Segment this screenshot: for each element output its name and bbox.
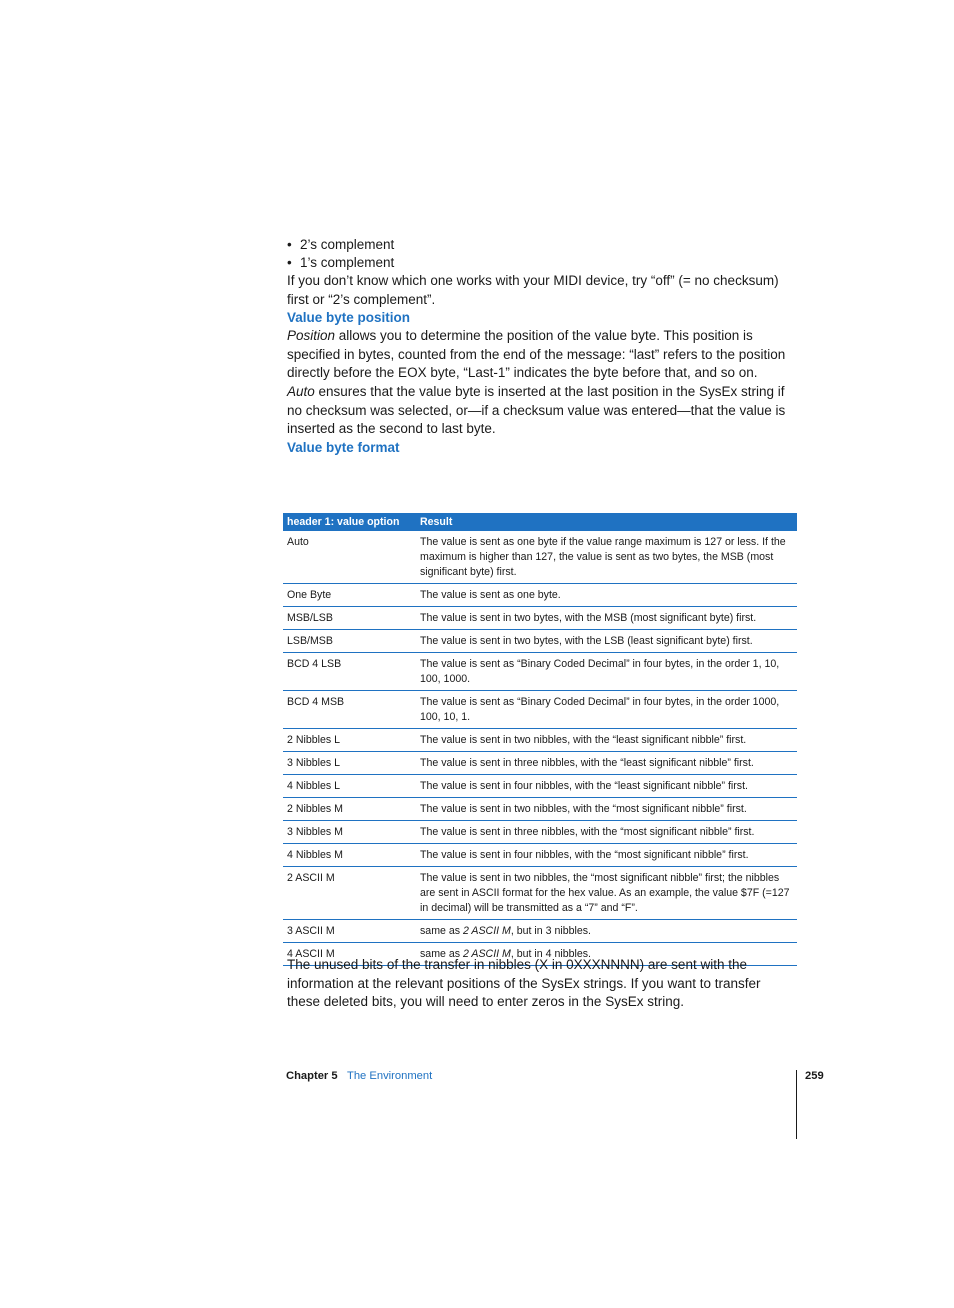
- table-header-option: header 1: value option: [283, 513, 415, 531]
- table-cell-option: LSB/MSB: [283, 630, 415, 653]
- table-row: [283, 653, 797, 691]
- table-cell-result: The value is sent as one byte.: [415, 584, 797, 607]
- value-format-table: [283, 513, 797, 966]
- result-text: same as: [420, 948, 463, 960]
- table-row: [283, 630, 797, 653]
- table-cell-result: The value is sent in two nibbles, the “most significant nibble” first; the nibbles are sent in ASCII format for the hex value. As an example, the value $7F (=127 in decimal) will be transmitted as a “7” and “F”.: [415, 867, 797, 920]
- footer-chapter-label: Chapter 5: [286, 1070, 338, 1082]
- table-row: [283, 584, 797, 607]
- table-cell-option: 3 Nibbles L: [283, 752, 415, 775]
- table-cell-result: The value is sent in two nibbles, with the “least significant nibble” first.: [415, 729, 797, 752]
- table-cell-result: [415, 920, 797, 943]
- table-cell-result: The value is sent in three nibbles, with the “most significant nibble” first.: [415, 821, 797, 844]
- table-cell-result: The value is sent as one byte if the value range maximum is 127 or less. If the maximum is higher than 127, the value is sent as two bytes, the MSB (most significant byte) first.: [415, 531, 797, 584]
- table-row: [283, 798, 797, 821]
- table-cell-option: 4 ASCII M: [283, 943, 415, 966]
- auto-text: ensures that the value byte is inserted at the last position in the SysEx string if no checksum was selected, or—if a checksum value was entered—that the value is inserted as the second to last byte.: [287, 383, 786, 437]
- checksum-options-list: [287, 236, 797, 272]
- table-row: [283, 775, 797, 798]
- table-cell-option: 2 Nibbles L: [283, 729, 415, 752]
- table-cell-result: The value is sent in four nibbles, with the “most significant nibble” first.: [415, 844, 797, 867]
- table-row: [283, 531, 797, 584]
- list-item: • 2’s complement: [287, 236, 797, 254]
- list-item: • 1’s complement: [287, 254, 797, 272]
- table-cell-result: The value is sent in two bytes, with the MSB (most significant byte) first.: [415, 607, 797, 630]
- table-row: [283, 752, 797, 775]
- table-body: [283, 531, 797, 966]
- result-text: , but in 3 nibbles.: [510, 925, 591, 937]
- table-cell-option: 2 Nibbles M: [283, 798, 415, 821]
- table-cell-result: The value is sent in two bytes, with the LSB (least significant byte) first.: [415, 630, 797, 653]
- position-text: allows you to determine the position of the value byte. This position is specified in bytes, counted from the end of the message: “last” refers to the position directly before the EOX byte, “Last-1” indicates the byte before that, and so on.: [287, 328, 786, 381]
- table-cell-option: 4 Nibbles M: [283, 844, 415, 867]
- table-cell-option: Auto: [283, 531, 415, 584]
- table-cell-option: 2 ASCII M: [283, 867, 415, 920]
- result-text: , but in 4 nibbles.: [510, 948, 591, 960]
- result-ref: 2 ASCII M: [462, 948, 511, 960]
- table-row: [283, 691, 797, 729]
- result-text: same as: [420, 925, 463, 937]
- table-header-row: [283, 513, 797, 531]
- unused-bits-paragraph: The unused bits of the transfer in nibbles (X in 0XXXNNNN) are sent with the information at the relevant positions of the SysEx strings. If you want to transfer these deleted bits, you will need to enter zeros in the SysEx string.: [287, 957, 761, 1010]
- table-row: [283, 821, 797, 844]
- result-ref: 2 ASCII M: [462, 925, 511, 937]
- page-footer: [286, 1070, 826, 1090]
- auto-term: Auto: [287, 383, 315, 399]
- table-cell-result: The value is sent in two nibbles, with the “most significant nibble” first.: [415, 798, 797, 821]
- table-cell-result: The value is sent in four nibbles, with the “least significant nibble” first.: [415, 775, 797, 798]
- table-cell-option: BCD 4 LSB: [283, 653, 415, 691]
- after-table-content: [287, 956, 797, 1012]
- section-heading-value-byte-format: Value byte format: [287, 439, 400, 455]
- table-row: [283, 607, 797, 630]
- page-number: 259: [805, 1070, 824, 1082]
- table-row: [283, 867, 797, 920]
- footer-chapter-name: The Environment: [347, 1070, 433, 1082]
- table-row: [283, 920, 797, 943]
- table-cell-option: 3 ASCII M: [283, 920, 415, 943]
- position-paragraph: [287, 327, 797, 383]
- table-row: [283, 729, 797, 752]
- table-cell-result: The value is sent in three nibbles, with the “least significant nibble” first.: [415, 752, 797, 775]
- main-content: [287, 236, 797, 457]
- table-cell-option: One Byte: [283, 584, 415, 607]
- table-header-result: Result: [415, 513, 797, 531]
- checksum-paragraph: If you don’t know which one works with your MIDI device, try “off” (= no checksum) first or “2’s complement”.: [287, 273, 779, 307]
- table-cell-result: The value is sent as “Binary Coded Decimal” in four bytes, in the order 1, 10, 100, 1000.: [415, 653, 797, 691]
- section-heading-value-byte-position: Value byte position: [287, 310, 411, 326]
- position-term: Position: [287, 328, 336, 344]
- table-cell-result: The value is sent as “Binary Coded Decimal” in four bytes, in the order 1000, 100, 10, 1.: [415, 691, 797, 729]
- auto-paragraph: [287, 383, 797, 439]
- table-cell-option: MSB/LSB: [283, 607, 415, 630]
- footer-divider: [796, 1070, 797, 1139]
- table-cell-option: 3 Nibbles M: [283, 821, 415, 844]
- table-cell-option: BCD 4 MSB: [283, 691, 415, 729]
- table-row: [283, 844, 797, 867]
- table-cell-option: 4 Nibbles L: [283, 775, 415, 798]
